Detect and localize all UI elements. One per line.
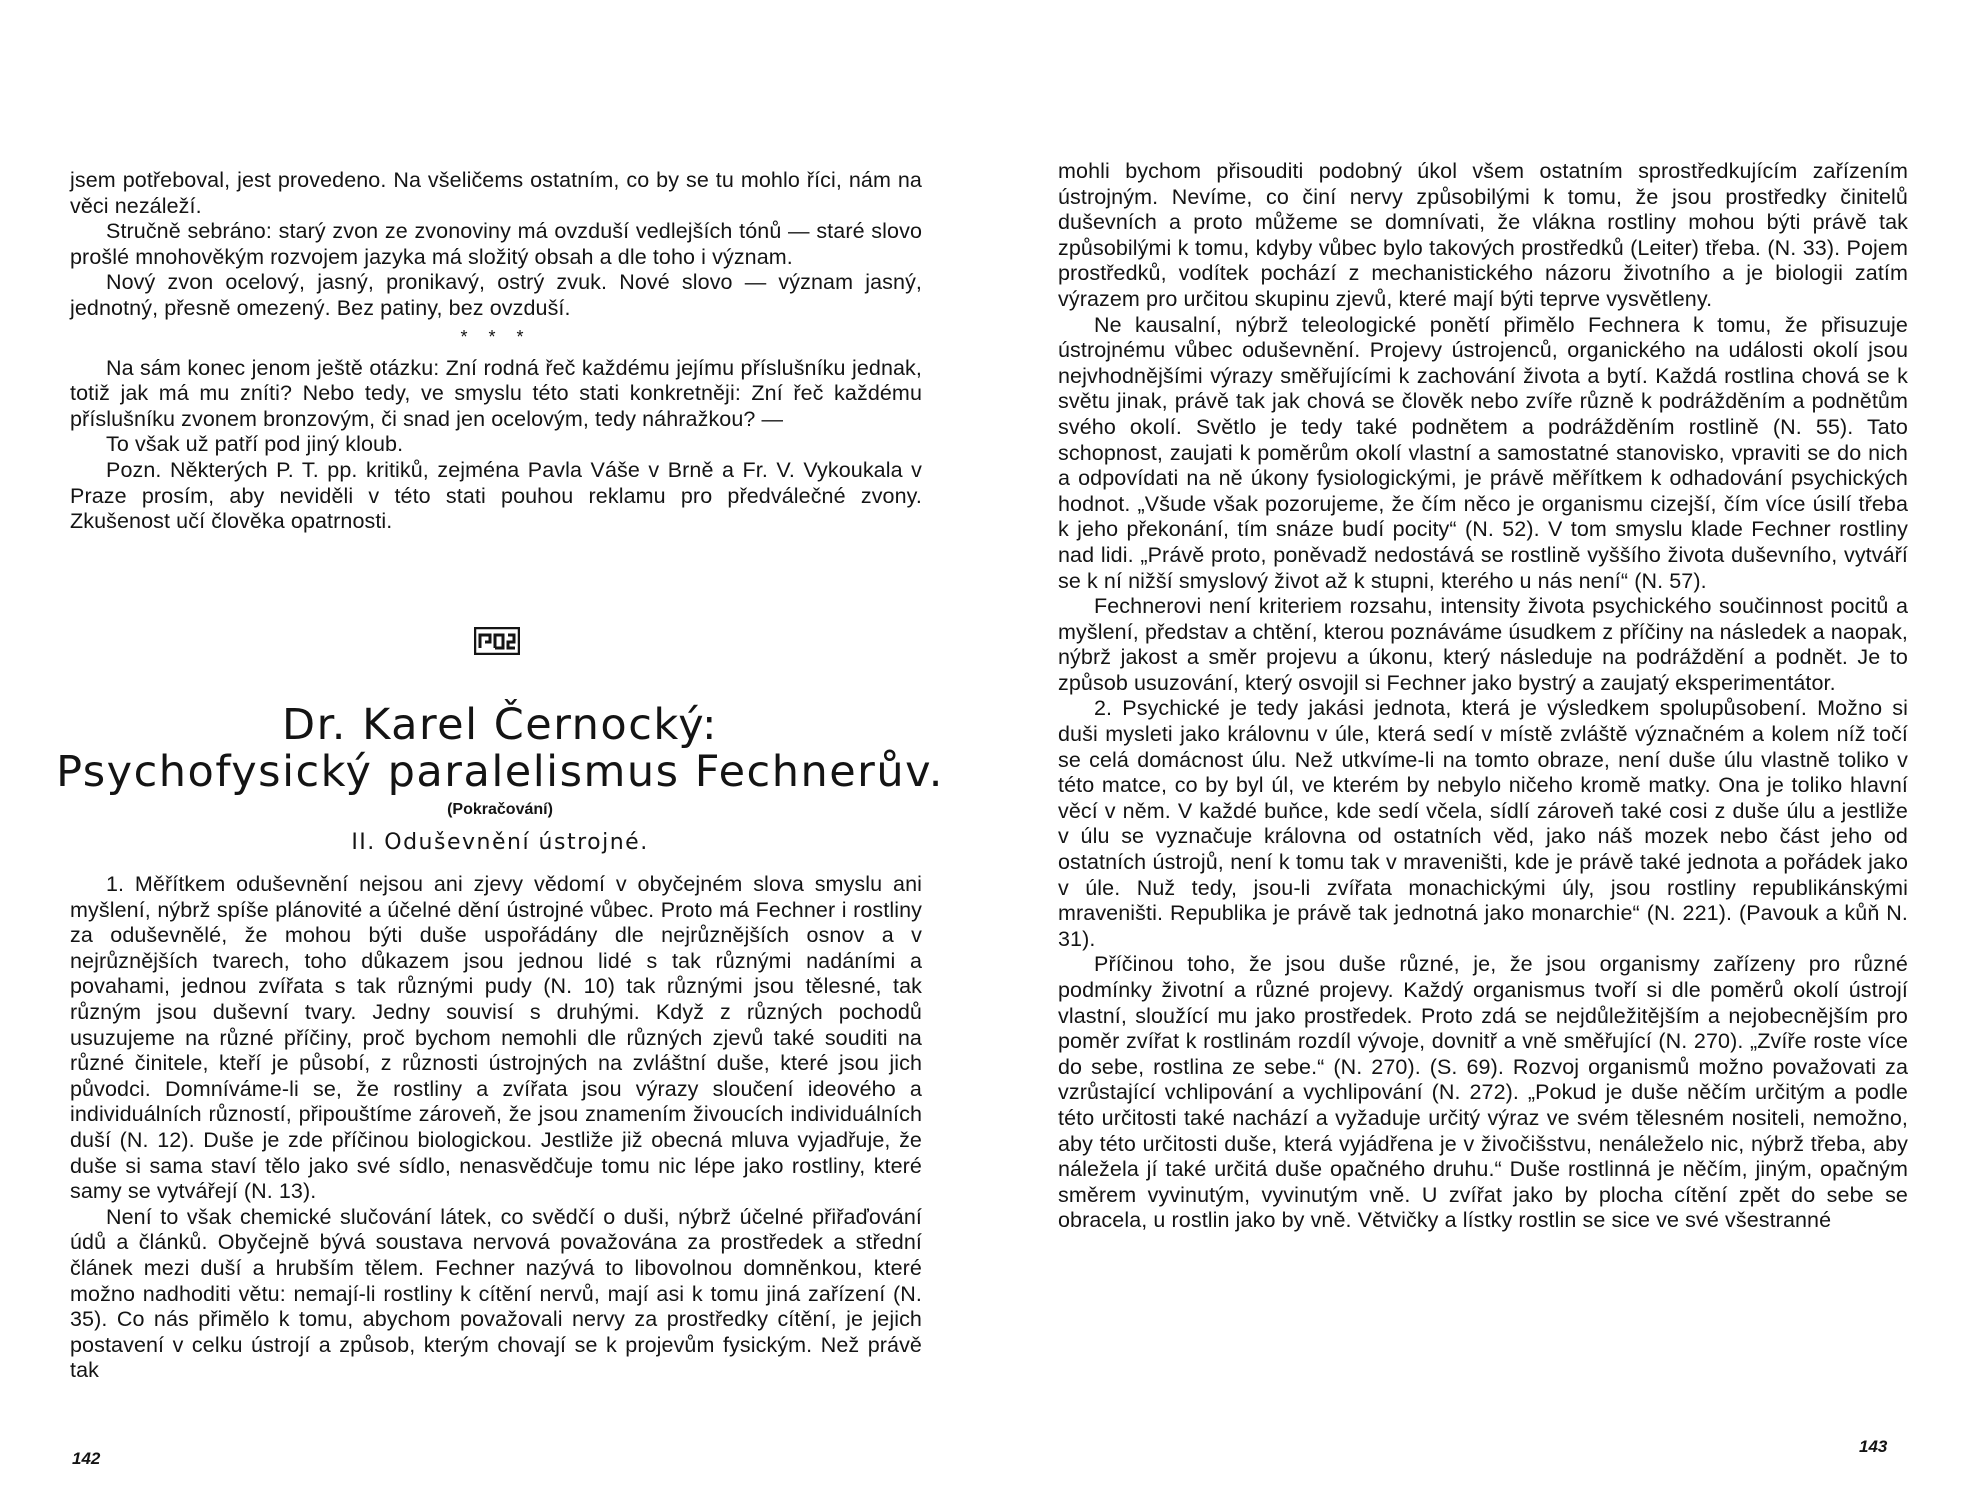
left-column-top xyxy=(70,168,922,535)
paragraph: 2. Psychické je tedy jakási jednota, která je výsledkem spolupůsobení. Možno si duši mysleti jako královnu v úle, která sedí v místě zvláště význačném a kolem níž točí se celá domácnost úlu. Než utkvíme-li na tomto obraze, není duše úlu vlastně toliko v této matce, co by byl úl, ve kterém by nebylo ničeho kromě matky. Ona je toliko hlavní věcí v něm. V každé buňce, kde sedí včela, sídlí zároveň také cosi z duše úlu a jestliže v úlu se vyznačuje královna od ostatních věd, jako náš mozek nebo část jeho od ostatních ústrojů, není k tomu tak v mraveništi, kde je právě také jednota a pořádek jako v úle. Nuž tedy, jsou-li zvířata monachickými úly, jsou rostliny republikánskými mraveništi. Republika je právě tak jednotná jako monarchie“ (N. 221). (Pavouk a kůň N. 31). xyxy=(1058,696,1908,951)
paragraph: Nový zvon ocelový, jasný, pronikavý, ostrý zvuk. Nové slovo — význam jasný, jednotný, přesně omezený. Bez patiny, bez ovzduší. xyxy=(70,270,922,320)
article-title xyxy=(40,702,960,796)
paragraph: jsem potřeboval, jest provedeno. Na všeličems ostatním, co by se tu mohlo říci, nám na věci nezáleží. xyxy=(70,168,922,218)
paragraph: Příčinou toho, že jsou duše různé, je, že jsou organismy zařízeny pro různé podmínky životní a různé projevy. Každý organismus tvoří si dle poměrů okolí ústrojí vlastní, sloužící mu jako prostředek. Proto zdá se nejdůležitějším a nejobecnějším pro poměr zvířat k rostlinám rozdíl vývoje, dovnitř a vně směřující (N. 270). „Zvíře roste více do sebe, rostlina ze sebe.“ (N. 270). (S. 69). Rozvoj organismů možno považovati za vzrůstající vchlipování a vychlipování (N. 272). „Pokud je duše něčím určitým a podle této určitosti také nachází a vyžaduje určitý výraz ve svém tělesném nositeli, nemožno, aby této určitosti duše, která vyjádřena je v živočišstvu, nenáleželo nic, nýbrž třeba, aby náležela jí také určitá duše opačného druhu.“ Duše rostlinná je něčím, jiným, opačným směrem vyvinutým, vyvinutým vně. U zvířat jako by plocha cítění zpět do sebe se obracela, u rostlin jako by vně. Větvičky a lístky rostlin se sice ve své všestranné xyxy=(1058,952,1908,1233)
paragraph: Ne kausalní, nýbrž teleologické ponětí přimělo Fechnera k tomu, že přisuzuje ústrojnému vůbec oduševnění. Projevy ústrojenců, organického na události okolí jsou nejvhodnějšími výrazy směřujícími k zachování života a bytí. Každá rostlina chová se k světu jinak, právě tak jak chová se člověk nebo zvíře různě k podrážděním a podnětům svého okolí. Světlo je tedy také podnětem a podrážděním rostlině (N. 55). Tato schopnost, zaujati k poměrům okolí vlastní a samostatné stanovisko, vpraviti se do nich a odpovídati na ně úkony fysiologickými, je právě měřítkem k odhadování psychických hodnot. „Všude však pozorujeme, že čím něco je organismu cizejší, čím více úsilí třeba k jeho překonání, tím snáze budí pocity“ (N. 52). V tom smyslu klade Fechner rostliny nad lidi. „Právě proto, poněvadž nedostává se rostlině vyššího života duševního, vytváří se k ní nižší smyslový život až k stupni, kterého u nás není“ (N. 57). xyxy=(1058,312,1908,593)
page-number: 142 xyxy=(72,1449,101,1468)
ornament-icon xyxy=(474,627,520,655)
footnote: Pozn. Některých P. T. pp. kritiků, zejména Pavla Váše v Brně a Fr. V. Vykoukala v Praze prosím, aby neviděli v této stati pouhou reklamu pro předválečné zvony. Zkušenost učí člověka opatrnosti. xyxy=(70,457,922,534)
paragraph: 1. Měřítkem oduševnění nejsou ani zjevy vědomí v obyčejném slova smyslu ani myšlení, nýbrž spíše plánovité a účelné dění ústrojné vůbec. Proto má Fechner i rostliny za oduševnělé, že mohou býti duše uspořádány dle nejrůznějších osnov a v nejrůznějších tvarech, toho důkazem jsou jednou lidé s tak různými nadáními a povahami, jednou zvířata s tak různými pudy (N. 10) tak různými jsou tělesné, tak různým jsou duševní tvary. Jedny souvisí s druhými. Když z různých pochodů usuzujeme na různé příčiny, proč bychom nemohli dle různých zjevů také souditi na různé činitele, kteří je působí, z různosti ústrojných na zvláštní duše, které jsou jich původci. Domníváme-li se, že rostliny a zvířata jsou výrazy sloučení ideového a individuálních růzností, připouštíme zároveň, že jsou znamením živoucích individuálních duší (N. 12). Duše je zde příčinou biologickou. Jestliže již obecná mluva vyjadřuje, že duše si sama staví tělo jako své sídlo, nenasvědčuje tomu nic lépe jako rostliny, které samy se vytvářejí (N. 13). xyxy=(70,872,922,1204)
section-heading: II. Oduševnění ústrojné. xyxy=(351,830,649,855)
paragraph: Fechnerovi není kriteriem rozsahu, intensity života psychického součinnost pocitů a myšlení, představ a chtění, kterou poznáváme úsudkem z příčiny na následek a naopak, nýbrž jakost a směr projevu a úkonu, který následuje na podráždění a podnět. Je to způsob usuzování, který osvojil si Fechner jako bystrý a zaujatý eksperimentátor. xyxy=(1058,594,1908,695)
paragraph: To však už patří pod jiný kloub. xyxy=(106,432,404,457)
left-column-bottom xyxy=(70,872,922,1384)
paragraph: mohli bychom přisouditi podobný úkol všem ostatním sprostředkujícím zařízením ústrojným. Nevíme, co činí nervy způsobilými k tomu, že jsou prostředky činitelů duševních a proto můžeme se domnívati, že vlákna rostliny mohou býti právě tak způsobilými k tomu, kdyby vůbec bylo takových prostředků (Leiter) třeba. (N. 33). Pojem prostředků, vodítek pochází z mechanistického názoru životního a je biologii zatím výrazem pro určitou skupinu zjevů, které mají býti teprve vysvětleny. xyxy=(1058,159,1908,311)
section-separator: * * * xyxy=(460,326,532,347)
paragraph: Stručně sebráno: starý zvon ze zvonoviny má ovzduší vedlejších tónů — staré slovo prošlé mnohověkým rozvojem jazyka má složitý obsah a dle toho i význam. xyxy=(70,219,922,269)
page-number: 143 xyxy=(1859,1437,1888,1456)
article-title-line: Dr. Karel Černocký: xyxy=(281,700,719,750)
right-column xyxy=(1058,159,1908,1234)
continuation-note: (Pokračování) xyxy=(447,801,553,818)
right-page xyxy=(985,0,1970,1500)
article-title-line: Psychofysický paralelismus Fechnerův. xyxy=(56,747,944,797)
paragraph: Není to však chemické slučování látek, co svědčí o duši, nýbrž účelné přiřaďování údů a článků. Obyčejně bývá soustava nervová považována za prostředek a střední článek mezi duší a hrubším tělem. Fechner nazývá to libovolnou domněnkou, které možno nadhoditi větu: nemají-li rostliny k cítění nervů, mají asi k tomu jiná zařízení (N. 35). Co nás přimělo k tomu, abychom považovali nervy za prostředky cítění, je jejich postavení v celku ústrojí a způsob, kterým chovají se k projevům fysickým. Než právě tak xyxy=(70,1204,922,1383)
paragraph: Na sám konec jenom ještě otázku: Zní rodná řeč každému jejímu příslušníku jednak, totiž jak má mu zníti? Nebo tedy, ve smyslu této stati konkretněji: Zní řeč každému příslušníku zvonem bronzovým, či snad jen ocelovým, tedy náhražkou? — xyxy=(70,355,922,431)
